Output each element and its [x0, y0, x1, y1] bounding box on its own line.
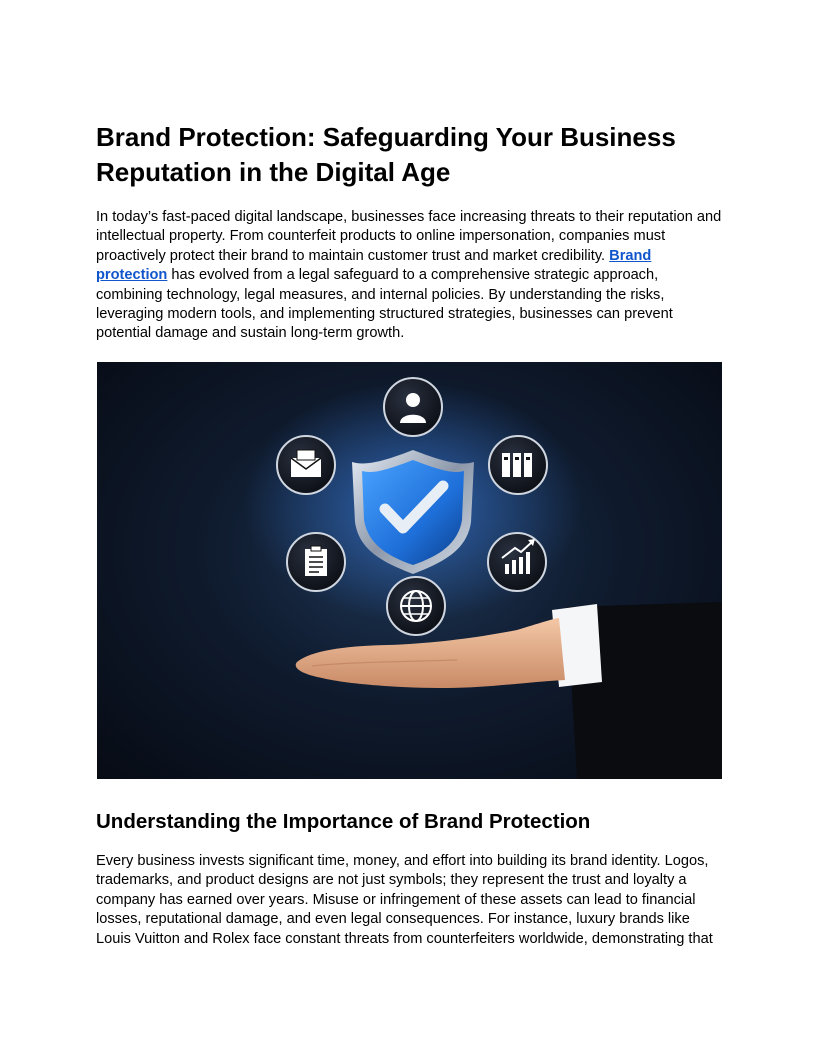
- document-icon: [287, 533, 345, 591]
- intro-paragraph: [96, 208, 724, 344]
- article-title: Brand Protection: Safeguarding Your Business Reputation in the Digital Age: [96, 122, 676, 187]
- folders-icon: [489, 436, 547, 494]
- hero-image: [97, 362, 722, 779]
- article-content: [96, 120, 724, 344]
- intro-text-1: In today’s fast-paced digital landscape, businesses face increasing threats to their reputation and intellectual property. From counterfeit products to online impersonation, companies must proactively protect their brand to maintain customer trust and market credibility.: [96, 209, 722, 264]
- mail-icon: [277, 436, 335, 494]
- section-heading: Understanding the Importance of Brand Protection: [96, 810, 591, 833]
- person-icon: [384, 378, 442, 436]
- brand-protection-link[interactable]: Brand protection: [96, 247, 652, 284]
- globe-icon: [387, 577, 445, 635]
- intro-text-2: has evolved from a legal safeguard to a comprehensive strategic approach, combining technology, legal measures, and internal policies. By understanding the risks, leveraging modern tools, and implementing structured strategies, businesses can prevent potential damage and sustain long-term growth.: [96, 267, 673, 342]
- section-paragraph: Every business invests significant time, money, and effort into building its brand identity. Logos, trademarks, and product designs are not just symbols; they represent the trust and loyalty a company has earned over years. Misuse or infringement of these assets can lead to financial losses, reputational damage, and even legal consequences. For instance, luxury brands like Louis Vuitton and Rolex face constant threats from counterfeiters worldwide, demonstrating that: [96, 853, 713, 947]
- growth-chart-icon: [488, 533, 546, 591]
